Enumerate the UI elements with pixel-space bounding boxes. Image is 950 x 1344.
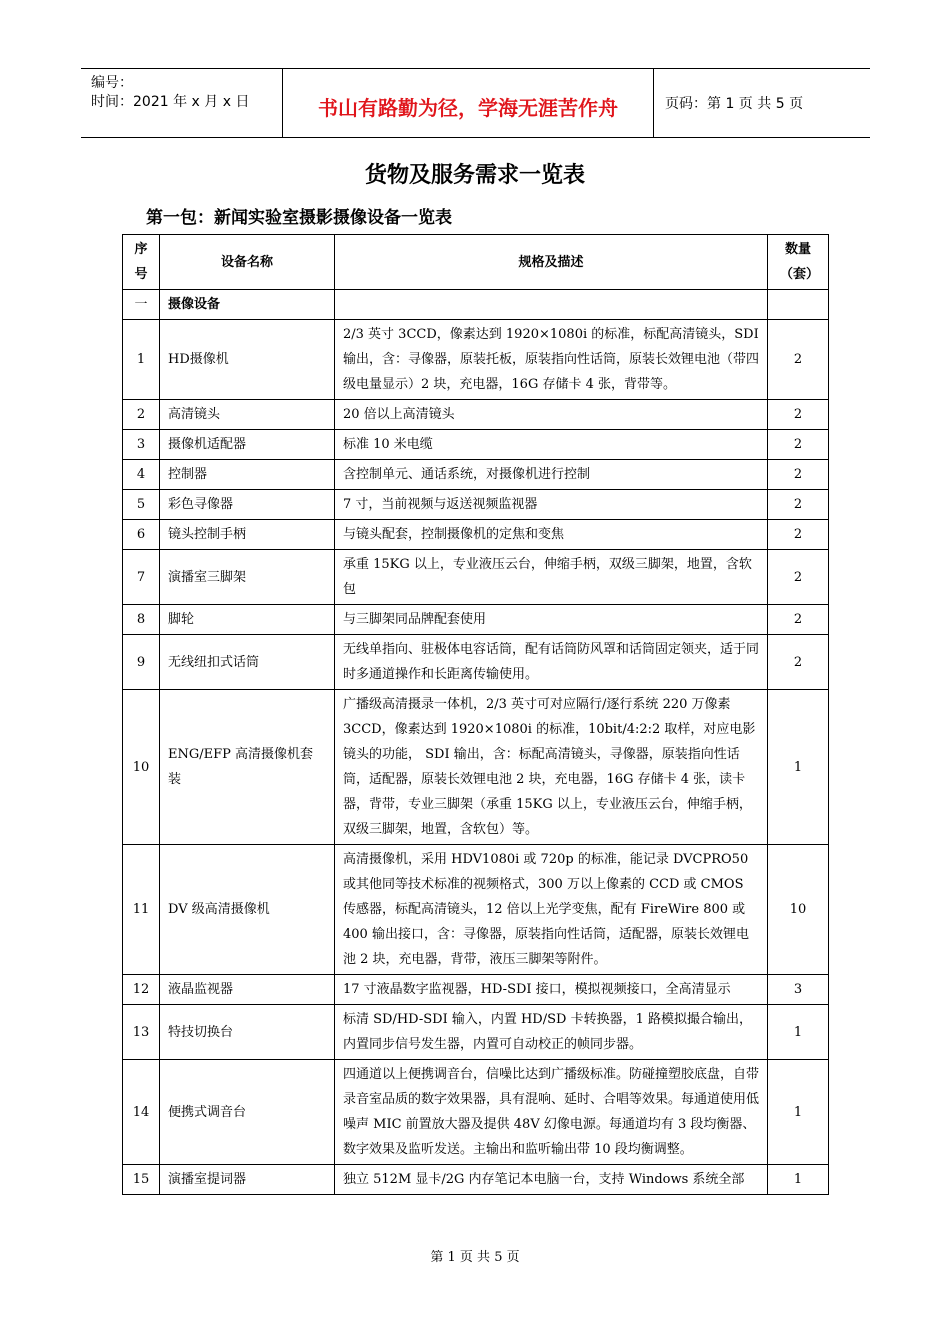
row-spec: 20 倍以上高清镜头 — [335, 400, 768, 430]
row-name: 镜头控制手柄 — [160, 520, 335, 550]
row-no: 2 — [123, 400, 160, 430]
row-no: 12 — [123, 975, 160, 1005]
row-spec: 广播级高清摄录一体机，2/3 英寸可对应隔行/逐行系统 220 万像素 3CCD，像素达到 1920×1080i 的标准，10bit/4:2:2 取样，对应电影镜头的功能， SDI 输出，含：标配高清镜头，寻像器，原装指向性话筒，适配器，原装长效锂电池 2 块，充电器，16G 存储卡 4 张，读卡器，背带，专业三脚架（承重 15KG 以上，专业液压云台，伸缩手柄，双级三脚架，地置，含软包）等。 — [335, 690, 768, 845]
row-name: 特技切换台 — [160, 1005, 335, 1060]
row-spec: 7 寸，当前视频与返送视频监视器 — [335, 490, 768, 520]
row-spec: 2/3 英寸 3CCD，像素达到 1920×1080i 的标准，标配高清镜头，SDI 输出，含：寻像器，原装托板，原装指向性话筒，原装长效锂电池（带四级电量显示）2 块，充电器，16G 存储卡 4 张，背带等。 — [335, 320, 768, 400]
row-qty: 2 — [768, 635, 829, 690]
row-spec: 独立 512M 显卡/2G 内存笔记本电脑一台，支持 Windows 系统全部 — [335, 1165, 768, 1195]
row-no: 11 — [123, 845, 160, 975]
table-row — [123, 1060, 829, 1165]
row-no: 3 — [123, 430, 160, 460]
row-no: 10 — [123, 690, 160, 845]
row-name: 摄像机适配器 — [160, 430, 335, 460]
table-row — [123, 635, 829, 690]
document-title: 货物及服务需求一览表 — [364, 163, 585, 188]
row-name: 高清镜头 — [160, 400, 335, 430]
table-row — [123, 550, 829, 605]
row-name: 便携式调音台 — [160, 1060, 335, 1165]
category-name: 摄像设备 — [160, 290, 335, 320]
row-spec: 四通道以上便携调音台，信噪比达到广播级标准。防碰撞塑胶底盘，自带录音室品质的数字效果器，具有混响、延时、合唱等效果。每通道使用低噪声 MIC 前置放大器及提供 48V 幻像电源。每通道均有 3 段均衡器、数字效果及监听发送。主输出和监听输出带 10 段均衡调整。 — [335, 1060, 768, 1165]
table-row — [123, 975, 829, 1005]
row-qty: 2 — [768, 490, 829, 520]
row-name: DV 级高清摄像机 — [160, 845, 335, 975]
row-qty: 2 — [768, 400, 829, 430]
row-spec: 含控制单元、通话系统，对摄像机进行控制 — [335, 460, 768, 490]
table-row — [123, 400, 829, 430]
header-spec: 规格及描述 — [335, 235, 768, 290]
row-name: 控制器 — [160, 460, 335, 490]
time-label: 时间：2021 年 x 月 x 日 — [91, 94, 250, 110]
row-no: 5 — [123, 490, 160, 520]
table-row — [123, 690, 829, 845]
row-qty: 2 — [768, 320, 829, 400]
row-name: 液晶监视器 — [160, 975, 335, 1005]
row-qty: 10 — [768, 845, 829, 975]
table-header-row — [123, 235, 829, 290]
table-row — [123, 460, 829, 490]
row-qty: 2 — [768, 605, 829, 635]
row-name: HD摄像机 — [160, 320, 335, 400]
row-spec: 17 寸液晶数字监视器，HD-SDI 接口，模拟视频接口，全高清显示 — [335, 975, 768, 1005]
row-spec: 与镜头配套，控制摄像机的定焦和变焦 — [335, 520, 768, 550]
row-no: 9 — [123, 635, 160, 690]
row-name: 彩色寻像器 — [160, 490, 335, 520]
table-row — [123, 845, 829, 975]
row-name: 无线纽扣式话筒 — [160, 635, 335, 690]
table-row — [123, 430, 829, 460]
code-label: 编号： — [91, 75, 133, 91]
page-info: 页码：第 1 页 共 5 页 — [665, 96, 804, 112]
category-spec — [335, 290, 768, 320]
category-row — [123, 290, 829, 320]
row-qty: 1 — [768, 1005, 829, 1060]
table-row — [123, 1005, 829, 1060]
motto: 书山有路勤为径，学海无涯苦作舟 — [318, 96, 618, 120]
equipment-table — [122, 234, 829, 1195]
row-qty: 1 — [768, 690, 829, 845]
row-no: 8 — [123, 605, 160, 635]
header-name: 设备名称 — [160, 235, 335, 290]
row-qty: 3 — [768, 975, 829, 1005]
package-title: 第一包：新闻实验室摄影摄像设备一览表 — [146, 208, 452, 228]
row-no: 1 — [123, 320, 160, 400]
row-no: 6 — [123, 520, 160, 550]
header-motto-cell — [282, 69, 654, 137]
row-spec: 无线单指向、驻极体电容话筒，配有话筒防风罩和话筒固定领夹，适于同时多通道操作和长距离传输使用。 — [335, 635, 768, 690]
row-qty: 2 — [768, 460, 829, 490]
table-row — [123, 520, 829, 550]
page-header — [81, 68, 870, 138]
table-row — [123, 490, 829, 520]
table-row — [123, 605, 829, 635]
row-no: 4 — [123, 460, 160, 490]
row-no: 14 — [123, 1060, 160, 1165]
row-name: ENG/EFP 高清摄像机套装 — [160, 690, 335, 845]
row-qty: 1 — [768, 1165, 829, 1195]
row-no: 15 — [123, 1165, 160, 1195]
row-spec: 与三脚架同品牌配套使用 — [335, 605, 768, 635]
row-spec: 承重 15KG 以上，专业液压云台，伸缩手柄，双级三脚架，地置，含软包 — [335, 550, 768, 605]
row-spec: 标清 SD/HD-SDI 输入，内置 HD/SD 卡转换器，1 路模拟撮合输出，内置同步信号发生器，内置可自动校正的帧同步器。 — [335, 1005, 768, 1060]
row-spec: 标准 10 米电缆 — [335, 430, 768, 460]
row-qty: 2 — [768, 520, 829, 550]
row-name: 演播室三脚架 — [160, 550, 335, 605]
row-qty: 1 — [768, 1060, 829, 1165]
header-meta — [81, 69, 281, 137]
table-row — [123, 320, 829, 400]
category-no: 一 — [123, 290, 160, 320]
table-row — [123, 1165, 829, 1195]
row-no: 7 — [123, 550, 160, 605]
row-spec: 高清摄像机，采用 HDV1080i 或 720p 的标准，能记录 DVCPRO50 或其他同等技术标准的视频格式，300 万以上像素的 CCD 或 CMOS 传感器，标配高清镜头，12 倍以上光学变焦，配有 FireWire 800 或 400 输出接口，含：寻像器，原装指向性话筒，适配器，原装长效锂电池 2 块，充电器，背带，液压三脚架等附件。 — [335, 845, 768, 975]
header-no: 序号 — [123, 235, 160, 290]
page-footer: 第 1 页 共 5 页 — [430, 1250, 520, 1265]
row-qty: 2 — [768, 430, 829, 460]
category-qty — [768, 290, 829, 320]
row-qty: 2 — [768, 550, 829, 605]
row-name: 脚轮 — [160, 605, 335, 635]
header-qty: 数量（套） — [768, 235, 829, 290]
row-name: 演播室提词器 — [160, 1165, 335, 1195]
row-no: 13 — [123, 1005, 160, 1060]
